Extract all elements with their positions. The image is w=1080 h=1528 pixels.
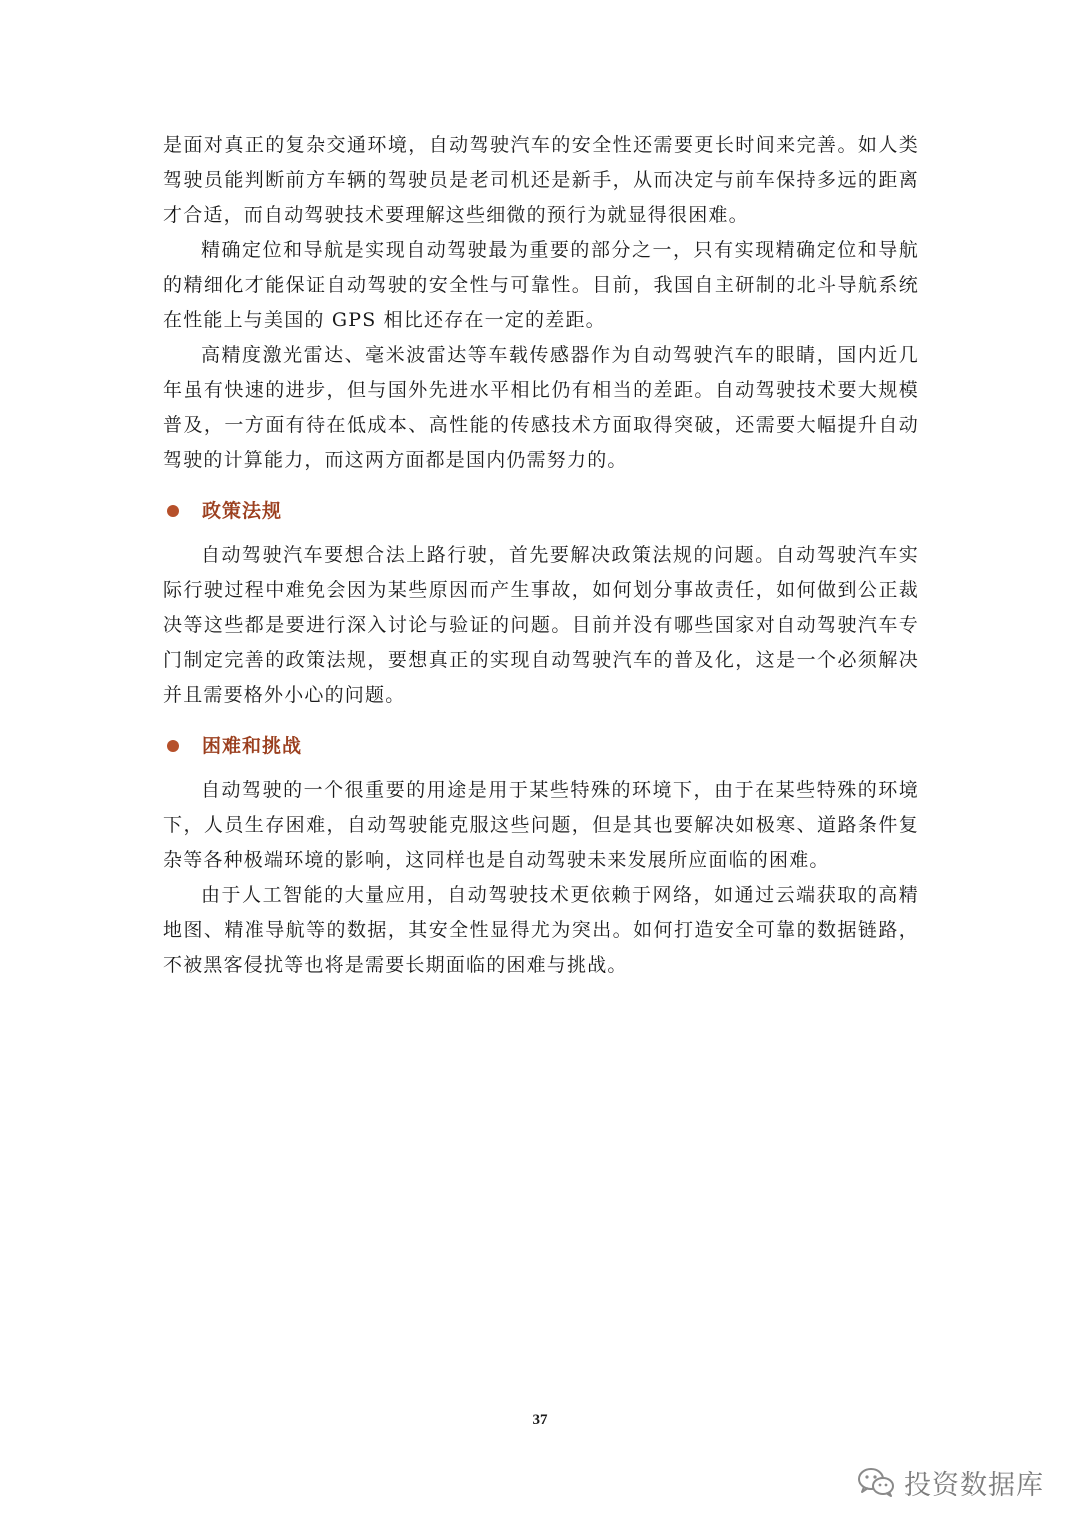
page-number: 37 — [532, 1412, 548, 1428]
bullet-icon — [167, 740, 179, 752]
section-title: 困难和挑战 — [202, 735, 303, 757]
body-paragraph: 自动驾驶的一个很重要的用途是用于某些特殊的环境下，由于在某些特殊的环境下，人员生存困难，自动驾驶能克服这些问题，但是其也要解决如极寒、道路条件复杂等各种极端环境的影响，这同样也是自动驾驶未来发展所应面临的困难。 — [163, 779, 919, 871]
body-paragraph: 由于人工智能的大量应用，自动驾驶技术更依赖于网络，如通过云端获取的高精地图、精准导航等的数据，其安全性显得尤为突出。如何打造安全可靠的数据链路，不被黑客侵扰等也将是需要长期面临的困难与挑战。 — [163, 884, 919, 976]
section-heading-policy — [163, 494, 919, 528]
body-paragraph: 是面对真正的复杂交通环境，自动驾驶汽车的安全性还需要更长时间来完善。如人类驾驶员能判断前方车辆的驾驶员是老司机还是新手，从而决定与前车保持多远的距离才合适，而自动驾驶技术要理解这些细微的预行为就显得很困难。 — [163, 134, 919, 226]
body-paragraph: 精确定位和导航是实现自动驾驶最为重要的部分之一，只有实现精确定位和导航的精细化才能保证自动驾驶的安全性与可靠性。目前，我国自主研制的北斗导航系统在性能上与美国的 GPS 相比还存在一定的差距。 — [163, 239, 919, 331]
section-heading-challenges — [163, 729, 919, 763]
watermark — [856, 1460, 1044, 1504]
body-paragraph: 高精度激光雷达、毫米波雷达等车载传感器作为自动驾驶汽车的眼睛，国内近几年虽有快速的进步，但与国外先进水平相比仍有相当的差距。自动驾驶技术要大规模普及，一方面有待在低成本、高性能的传感技术方面取得突破，还需要大幅提升自动驾驶的计算能力，而这两方面都是国内仍需努力的。 — [163, 344, 919, 471]
bullet-icon — [167, 505, 179, 517]
page-content — [163, 128, 919, 983]
body-paragraph: 自动驾驶汽车要想合法上路行驶，首先要解决政策法规的问题。自动驾驶汽车实际行驶过程中难免会因为某些原因而产生事故，如何划分事故责任，如何做到公正裁决等这些都是要进行深入讨论与验证的问题。目前并没有哪些国家对自动驾驶汽车专门制定完善的政策法规，要想真正的实现自动驾驶汽车的普及化，这是一个必须解决并且需要格外小心的问题。 — [163, 544, 919, 706]
watermark-text: 投资数据库 — [904, 1469, 1044, 1501]
wechat-icon — [856, 1466, 896, 1498]
section-title: 政策法规 — [202, 500, 283, 522]
